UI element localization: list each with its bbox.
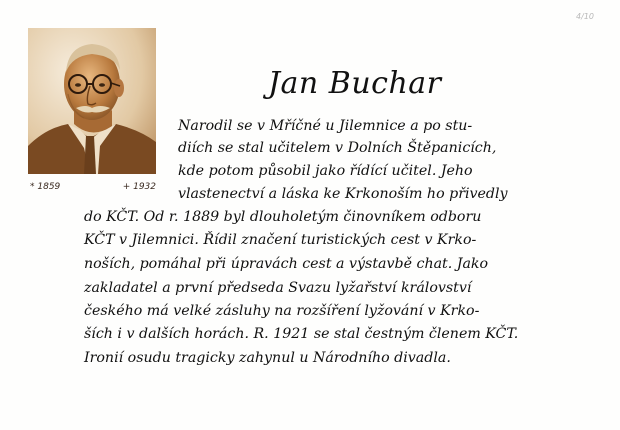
bio-line: noších, pomáhal při úpravách cest a výstavbě chat. Jako — [84, 256, 489, 272]
bio-line: kde potom působil jako řídící učitel. Jeho — [178, 163, 473, 179]
birth-year: * 1859 — [30, 182, 61, 192]
bio-line: KČT v Jilemnici. Řídil značení turistických cest v Krko- — [84, 232, 477, 248]
bio-line: ších i v dalších horách. R. 1921 se stal čestným členem KČT. — [84, 326, 519, 342]
bio-line: Ironií osudu tragicky zahynul u Národního divadla. — [84, 350, 451, 366]
page-title: Jan Buchar — [268, 66, 442, 101]
bio-line: do KČT. Od r. 1889 byl dlouholetým činovníkem odboru — [84, 209, 482, 225]
death-year: + 1932 — [122, 182, 156, 192]
bio-line: Narodil se v Mříčné u Jilemnice a po stu- — [178, 118, 473, 134]
bio-line: českého má velké zásluhy na rozšíření lyžování v Krko- — [84, 303, 480, 319]
page-number-mark: 4/10 — [576, 12, 594, 21]
bio-line: zakladatel a první předseda Svazu lyžařství království — [84, 280, 472, 296]
bio-line: vlastenectví a láska ke Krkonoším ho přivedly — [178, 186, 508, 202]
bio-line: diích se stal učitelem v Dolních Štěpanicích, — [178, 140, 497, 156]
